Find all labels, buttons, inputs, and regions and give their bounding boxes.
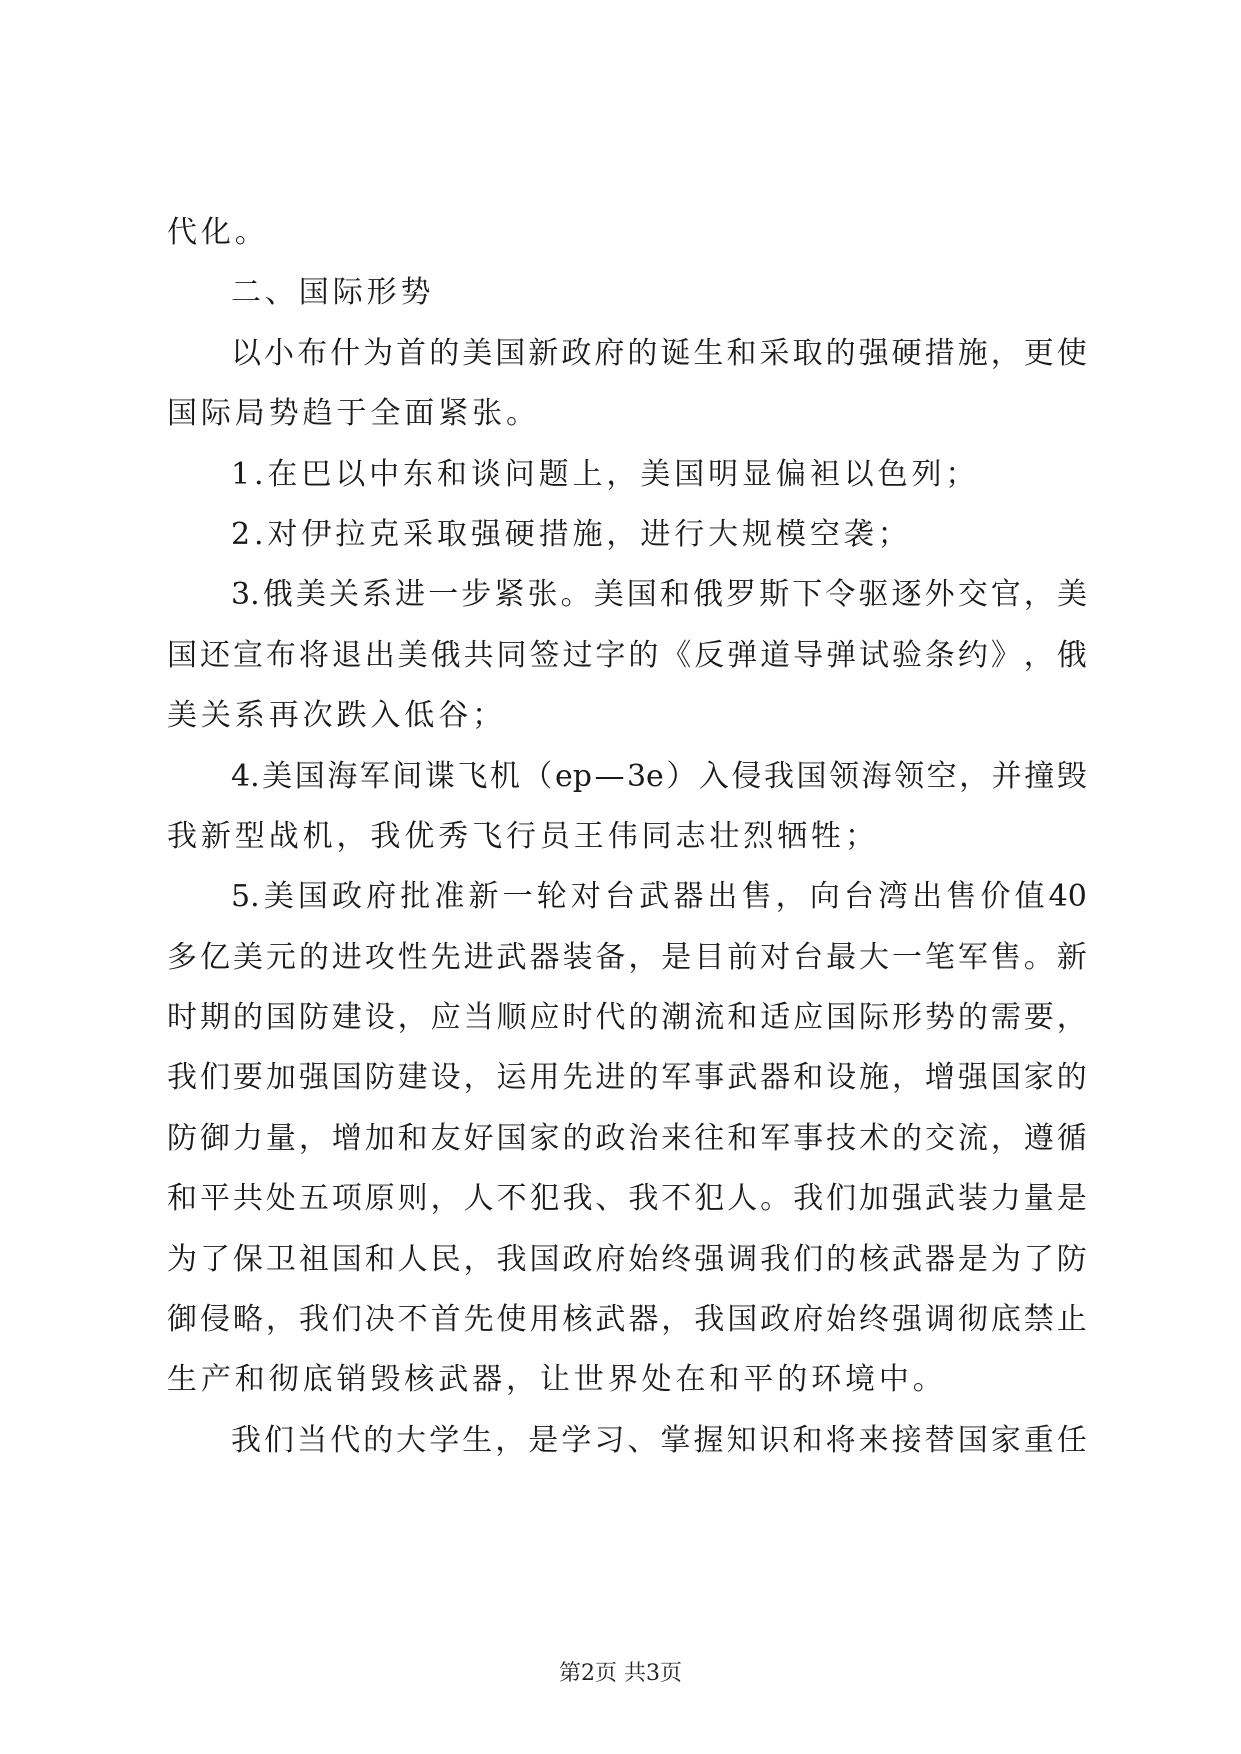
text-line: 国际局势趋于全面紧张。 [167, 396, 540, 432]
page-footer [0, 1659, 1241, 1689]
text-line: 以 小 布 什 为 首 的 美 国 新 政 府 的 诞 生 和 采 取 的 强 硬 措 施 ， 更 使 [231, 335, 1087, 371]
document-body [167, 203, 1087, 1471]
text-line: 多 亿 美 元 的 进 攻 性 先 进 武 器 装 备 ， 是 目 前 对 台 最 大 一 笔 军 售 。 新 [167, 939, 1087, 975]
text-line: 1.在巴以中东和谈问题上，美国明显偏袒以色列； [231, 456, 980, 492]
text-line: 5. 美 国 政 府 批 准 新 一 轮 对 台 武 器 出 售 ， 向 台 湾 出 售 价 值 40 [231, 879, 1087, 915]
page-number-label: 第2页 共3页 [559, 1661, 682, 1686]
text-line: 4. 美 国 海 军 间 谍 飞 机 （ ep — 3e ） 入 侵 我 国 领 海 领 空 ， 并 撞 毁 [231, 758, 1087, 794]
text-line: 二、国际形势 [231, 275, 435, 311]
text-line: 防 御 力 量 ， 增 加 和 友 好 国 家 的 政 治 来 往 和 军 事 技 术 的 交 流 ， 遵 循 [167, 1120, 1087, 1156]
text-line: 美关系再次跌入低谷； [167, 698, 506, 734]
text-line: 时 期 的 国 防 建 设 ， 应 当 顺 应 时 代 的 潮 流 和 适 应 国 际 形 势 的 需 要 ， [167, 1000, 1087, 1036]
text-line: 为 了 保 卫 祖 国 和 人 民 ， 我 国 政 府 始 终 强 调 我 们 的 核 武 器 是 为 了 防 [167, 1241, 1087, 1277]
text-line: 我 们 要 加 强 国 防 建 设 ， 运 用 先 进 的 军 事 武 器 和 设 施 ， 增 强 国 家 的 [167, 1060, 1087, 1096]
text-line: 2.对伊拉克采取强硬措施，进行大规模空袭； [231, 516, 912, 552]
text-line: 御 侵 略 ， 我 们 决 不 首 先 使 用 核 武 器 ， 我 国 政 府 始 终 强 调 彻 底 禁 止 [167, 1302, 1087, 1338]
text-line: 3. 俄 美 关 系 进 一 步 紧 张 。 美 国 和 俄 罗 斯 下 令 驱 逐 外 交 官 ， 美 [231, 577, 1087, 613]
text-line: 国 还 宣 布 将 退 出 美 俄 共 同 签 过 字 的 《 反 弹 道 导 弹 试 验 条 约 》 ， 俄 [167, 637, 1087, 673]
text-line: 我新型战机，我优秀飞行员王伟同志壮烈牺牲； [167, 818, 879, 854]
text-line: 我 们 当 代 的 大 学 生 ， 是 学 习 、 掌 握 知 识 和 将 来 接 替 国 家 重 任 [231, 1422, 1087, 1458]
text-line: 代化。 [167, 215, 269, 250]
text-line: 和 平 共 处 五 项 原 则 ， 人 不 犯 我 、 我 不 犯 人 。 我 们 加 强 武 装 力 量 是 [167, 1181, 1087, 1217]
text-line: 生产和彻底销毁核武器，让世界处在和平的环境中。 [167, 1362, 947, 1398]
